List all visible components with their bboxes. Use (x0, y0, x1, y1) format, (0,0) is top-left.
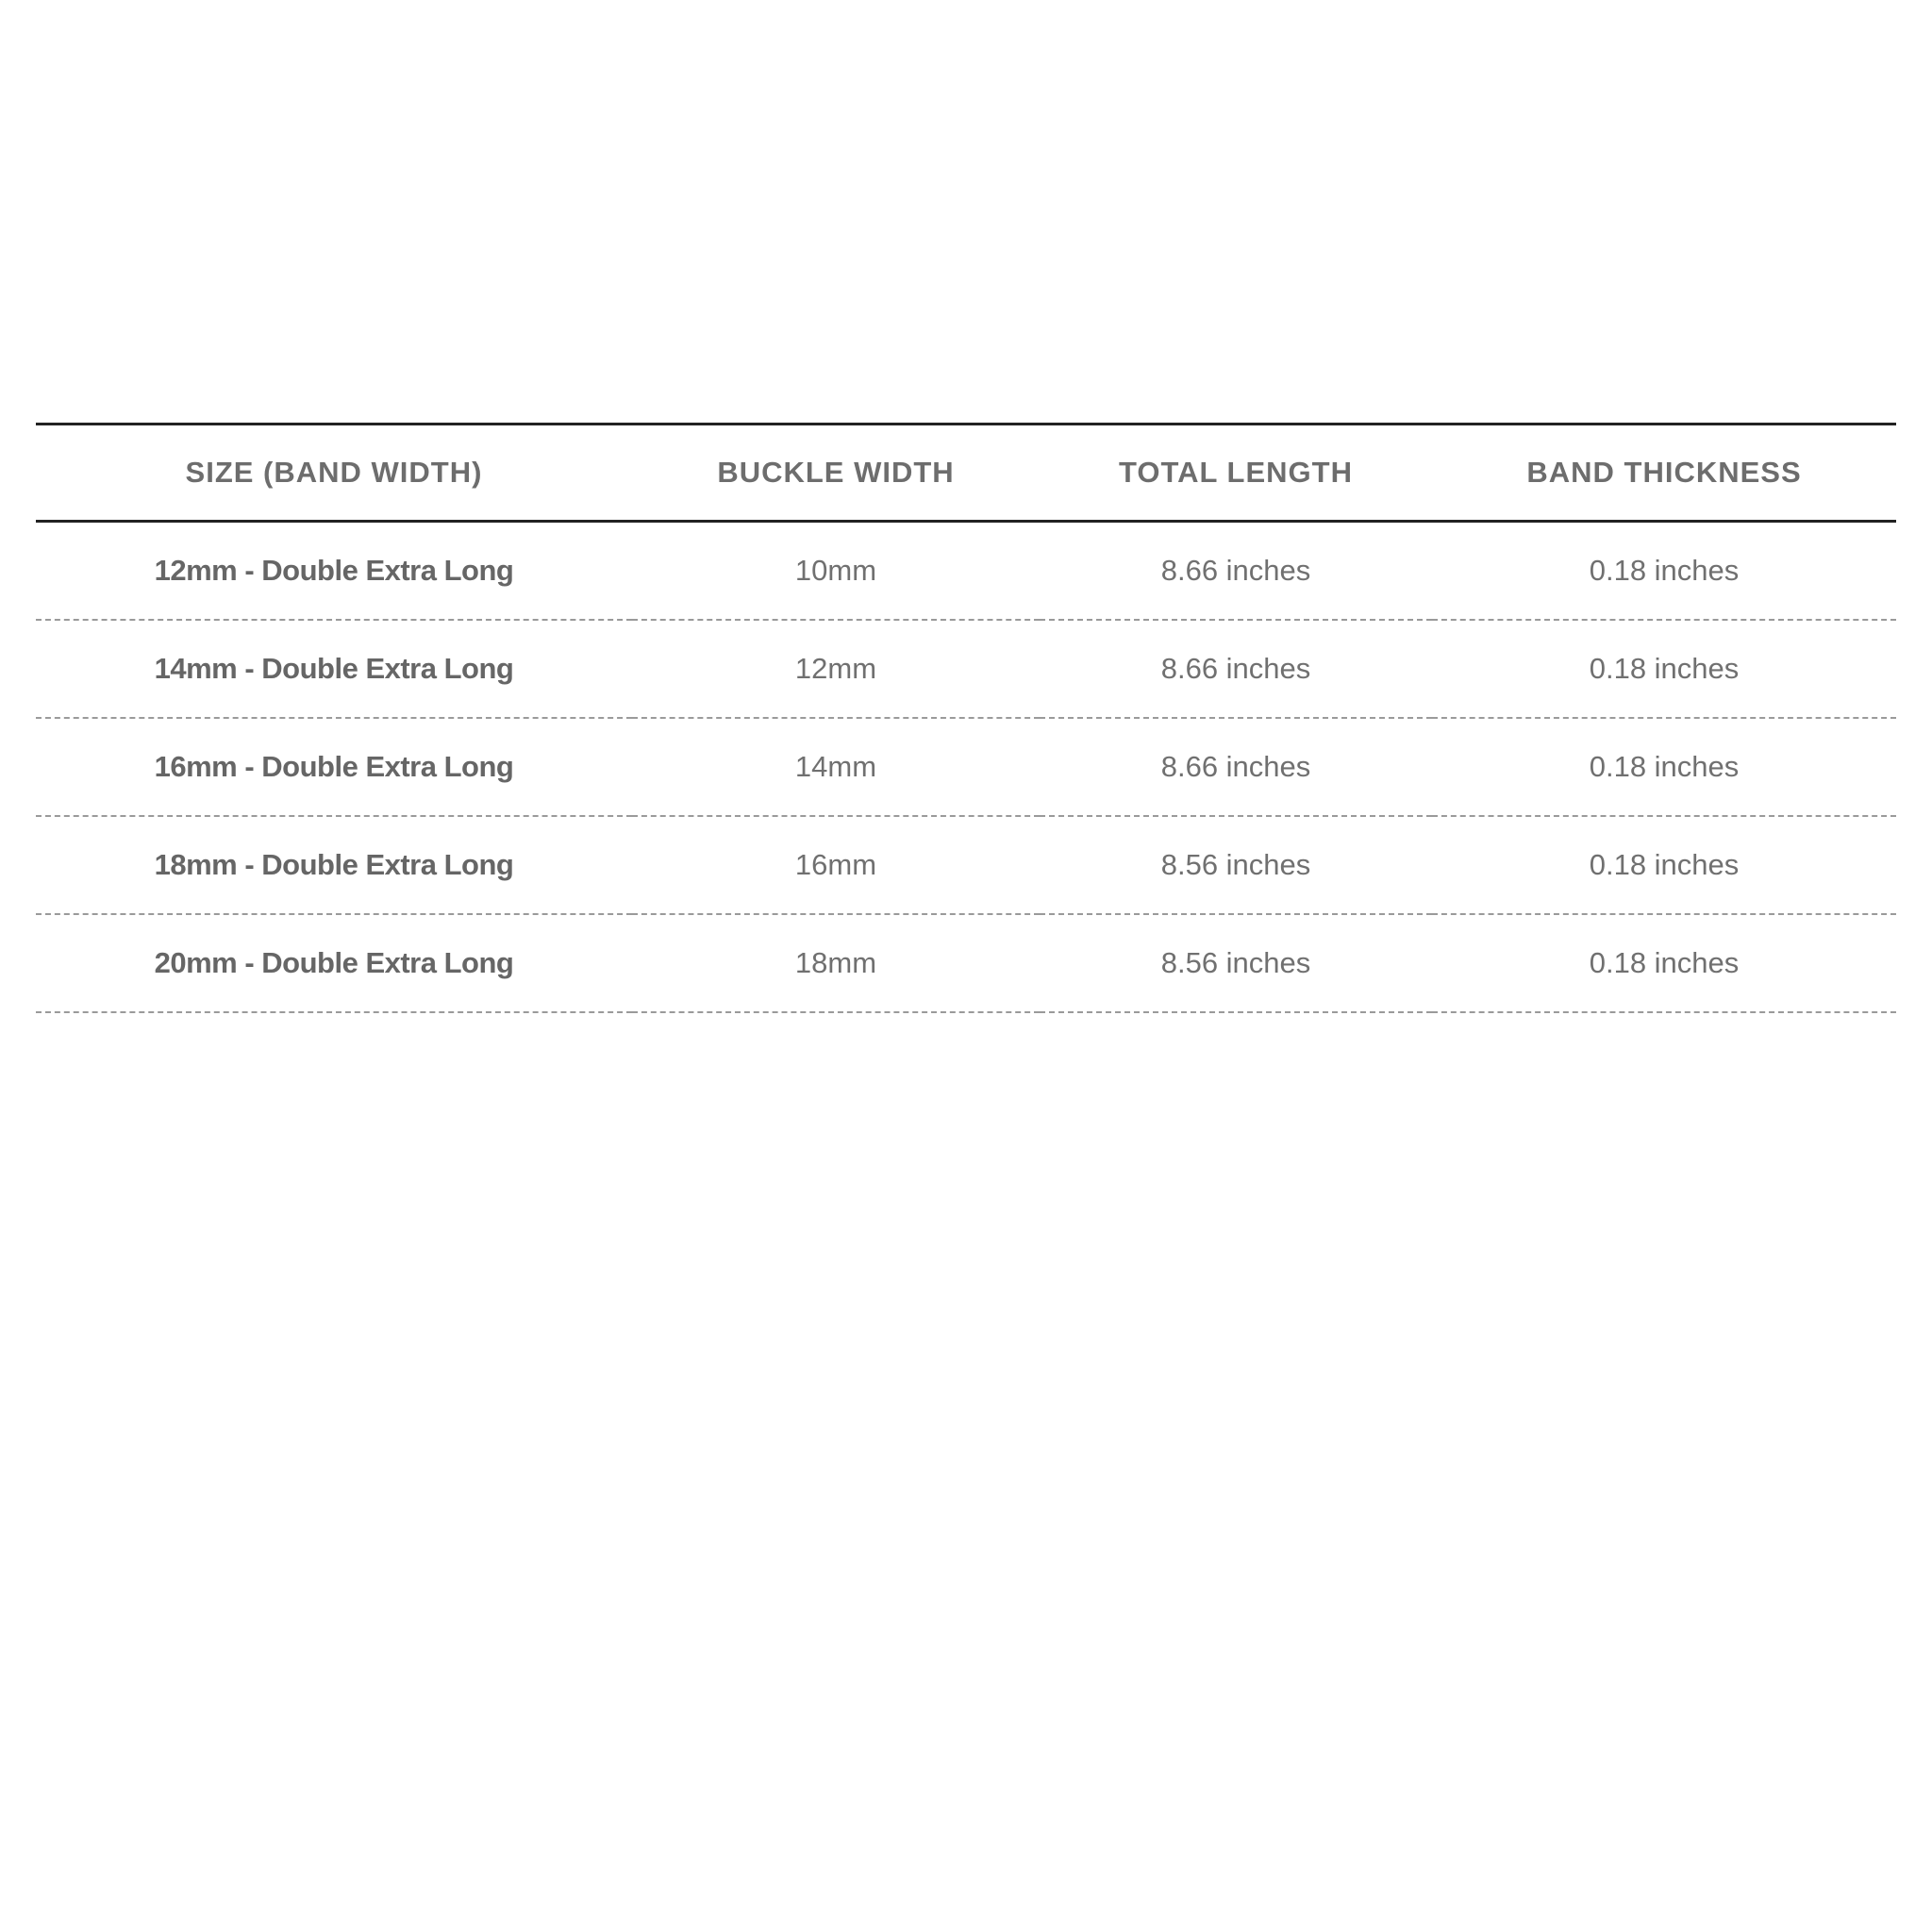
size-cell: 20mm - Double Extra Long (154, 946, 514, 979)
buckle-width-cell: 14mm (794, 750, 877, 783)
buckle-width-cell: 10mm (794, 554, 877, 587)
band-thickness-cell: 0.18 inches (1589, 554, 1740, 587)
table-row (36, 718, 1896, 816)
size-cell: 14mm - Double Extra Long (154, 652, 514, 685)
total-length-cell: 8.66 inches (1160, 750, 1311, 783)
band-thickness-cell: 0.18 inches (1589, 750, 1740, 783)
band-thickness-cell: 0.18 inches (1589, 652, 1740, 685)
table-row (36, 914, 1896, 1012)
buckle-width-cell: 16mm (794, 848, 877, 881)
size-cell: 18mm - Double Extra Long (154, 848, 514, 881)
header-total-length: TOTAL LENGTH (1119, 456, 1353, 489)
table-row (36, 816, 1896, 914)
buckle-width-cell: 12mm (794, 652, 877, 685)
header-size: SIZE (BAND WIDTH) (185, 456, 483, 489)
size-chart-table (36, 423, 1896, 1013)
header-buckle-width: BUCKLE WIDTH (717, 456, 955, 489)
buckle-width-cell: 18mm (794, 946, 877, 979)
size-chart-header (36, 425, 1896, 522)
total-length-cell: 8.56 inches (1160, 946, 1311, 979)
size-cell: 16mm - Double Extra Long (154, 750, 514, 783)
total-length-cell: 8.66 inches (1160, 554, 1311, 587)
header-row (36, 425, 1896, 522)
table-row (36, 620, 1896, 718)
band-thickness-cell: 0.18 inches (1589, 946, 1740, 979)
size-chart-body (36, 522, 1896, 1013)
table-row (36, 522, 1896, 621)
total-length-cell: 8.56 inches (1160, 848, 1311, 881)
header-band-thickness: BAND THICKNESS (1526, 456, 1802, 489)
total-length-cell: 8.66 inches (1160, 652, 1311, 685)
size-cell: 12mm - Double Extra Long (154, 554, 514, 587)
band-thickness-cell: 0.18 inches (1589, 848, 1740, 881)
